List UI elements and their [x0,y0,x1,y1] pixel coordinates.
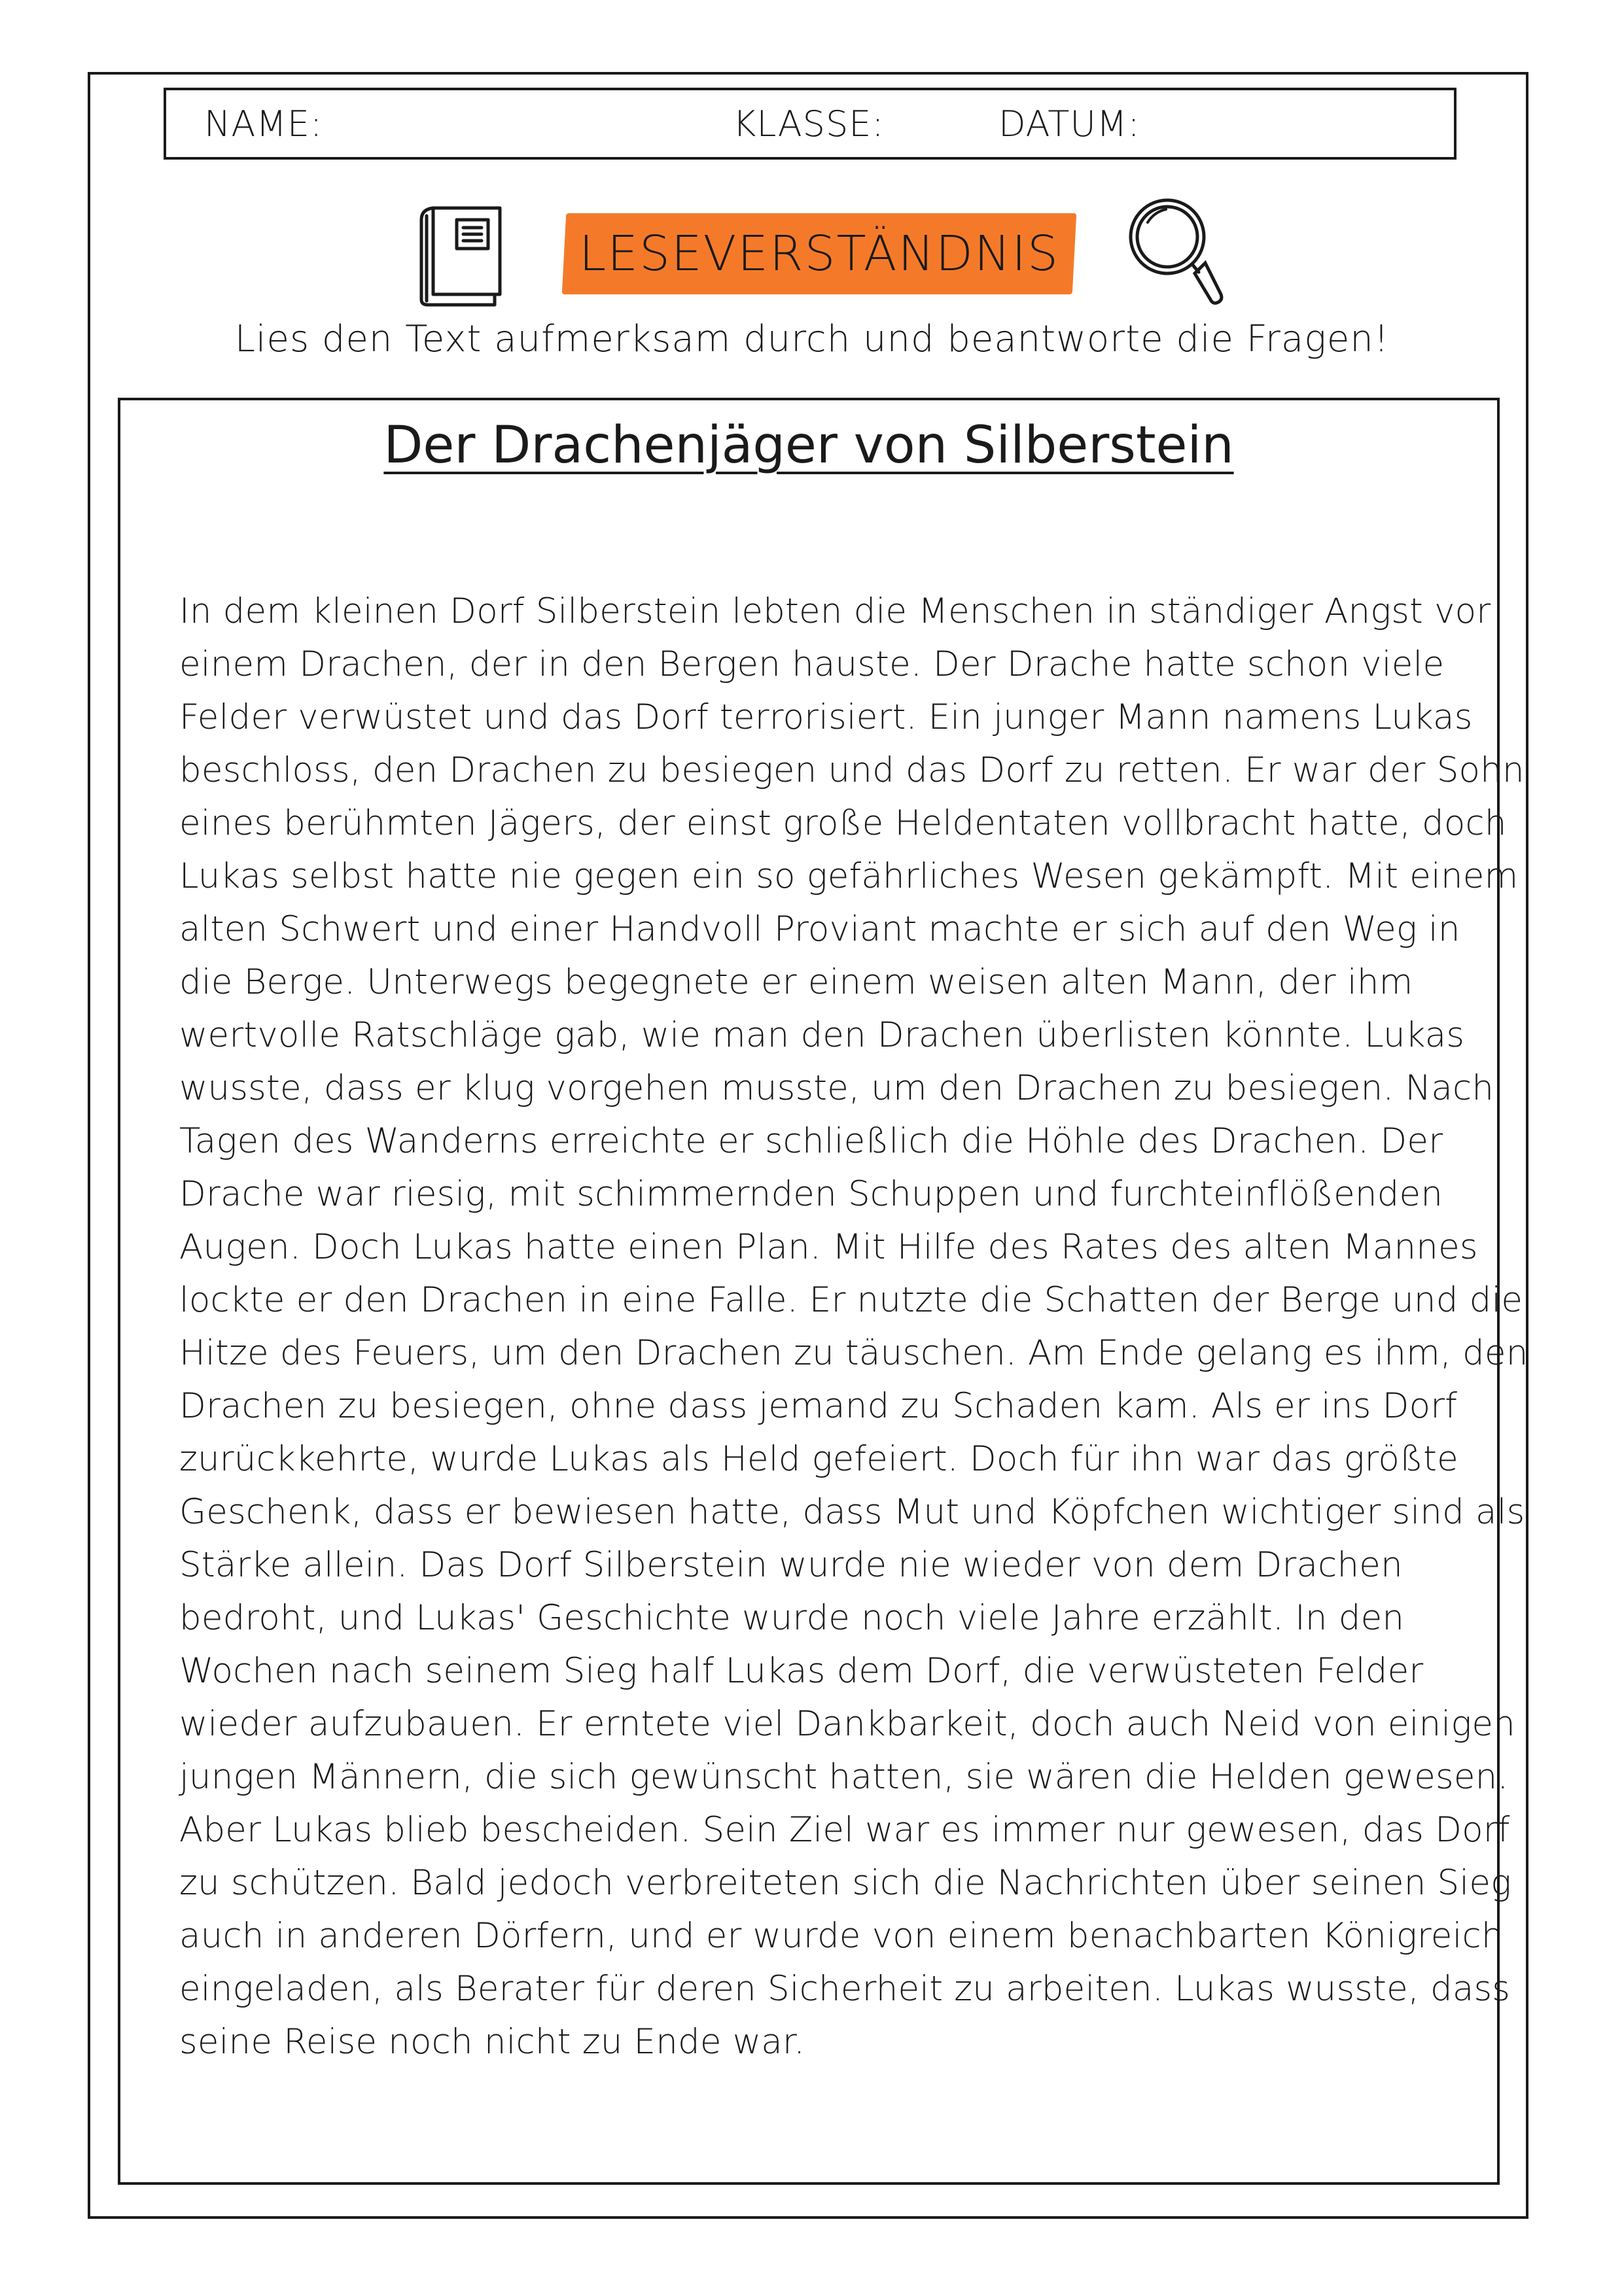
student-info-header [164,88,1456,160]
story-line: Lukas selbst hatte nie gegen ein so gefährliches Wesen gekämpft. Mit einem [179,856,1519,896]
story-line: Drache war riesig, mit schimmernden Schuppen und furchteinflößenden [179,1174,1443,1214]
story-line: seine Reise noch nicht zu Ende war. [179,2022,805,2062]
story-line: jungen Männern, die sich gewünscht hatten, sie wären die Helden gewesen. [179,1757,1509,1797]
story-line: auch in anderen Dörfern, und er wurde von einem benachbarten Königreich [179,1916,1504,1956]
story-line: zu schützen. Bald jedoch verbreiteten sich die Nachrichten über seinen Sieg [179,1863,1512,1903]
magnifier-icon [1121,190,1226,314]
story-line: alten Schwert und einer Handvoll Proviant machte er sich auf den Weg in [179,909,1460,949]
story-line: Augen. Doch Lukas hatte einen Plan. Mit Hilfe des Rates des alten Mannes [179,1227,1478,1267]
story-line: Hitze des Feuers, um den Drachen zu täuschen. Am Ende gelang es ihm, den [179,1333,1528,1373]
book-icon [414,203,505,307]
story-line: eingeladen, als Berater für deren Sicherheit zu arbeiten. Lukas wusste, dass [179,1969,1511,2009]
story-line: eines berühmten Jägers, der einst große Heldentaten vollbracht hatte, doch [179,803,1507,843]
name-label: NAME: [204,103,323,145]
story-line: Tagen des Wanderns erreichte er schließlich die Höhle des Drachen. Der [179,1121,1443,1161]
story-line: Wochen nach seinem Sieg half Lukas dem Dorf, die verwüsteten Felder [179,1651,1424,1691]
story-line: Felder verwüstet und das Dorf terrorisiert. Ein junger Mann namens Lukas [179,697,1473,737]
story-line: die Berge. Unterwegs begegnete er einem weisen alten Mann, der ihm [179,962,1413,1002]
story-line: In dem kleinen Dorf Silberstein lebten die Menschen in ständiger Angst vor [179,591,1491,631]
story-line: Drachen zu besiegen, ohne dass jemand zu Schaden kam. Als er ins Dorf [179,1386,1458,1426]
story-line: wieder aufzubauen. Er erntete viel Dankbarkeit, doch auch Neid von einigen [179,1704,1515,1744]
story-line: beschloss, den Drachen zu besiegen und das Dorf zu retten. Er war der Sohn [179,750,1525,790]
class-label: KLASSE: [733,103,885,145]
date-label: DATUM: [998,103,1140,145]
story-line: Geschenk, dass er bewiesen hatte, dass Mut und Köpfchen wichtiger sind als [179,1492,1525,1532]
story-line: bedroht, und Lukas' Geschichte wurde noch viele Jahre erzählt. In den [179,1598,1405,1638]
story-line: einem Drachen, der in den Bergen hauste. Der Drache hatte schon viele [179,644,1445,684]
story-line: zurückkehrte, wurde Lukas als Held gefeiert. Doch für ihn war das größte [179,1439,1458,1479]
story-line: wusste, dass er klug vorgehen musste, um den Drachen zu besiegen. Nach [179,1068,1494,1108]
story-line: Stärke allein. Das Dorf Silberstein wurde nie wieder von dem Drachen [179,1545,1403,1585]
story-body [179,585,1528,2068]
story-line: Aber Lukas blieb bescheiden. Sein Ziel war es immer nur gewesen, das Dorf [179,1810,1510,1850]
title-row [0,190,1624,321]
worksheet-badge: LESEVERSTÄNDNIS [578,226,1060,282]
story-line: wertvolle Ratschläge gab, wie man den Drachen überlisten könnte. Lukas [179,1015,1465,1055]
instruction-text: Lies den Text aufmerksam durch und beantworte die Fragen! [234,318,1390,360]
story-title: Der Drachenjäger von Silberstein [383,416,1234,475]
story-line: lockte er den Drachen in eine Falle. Er nutzte die Schatten der Berge und die [179,1280,1523,1320]
